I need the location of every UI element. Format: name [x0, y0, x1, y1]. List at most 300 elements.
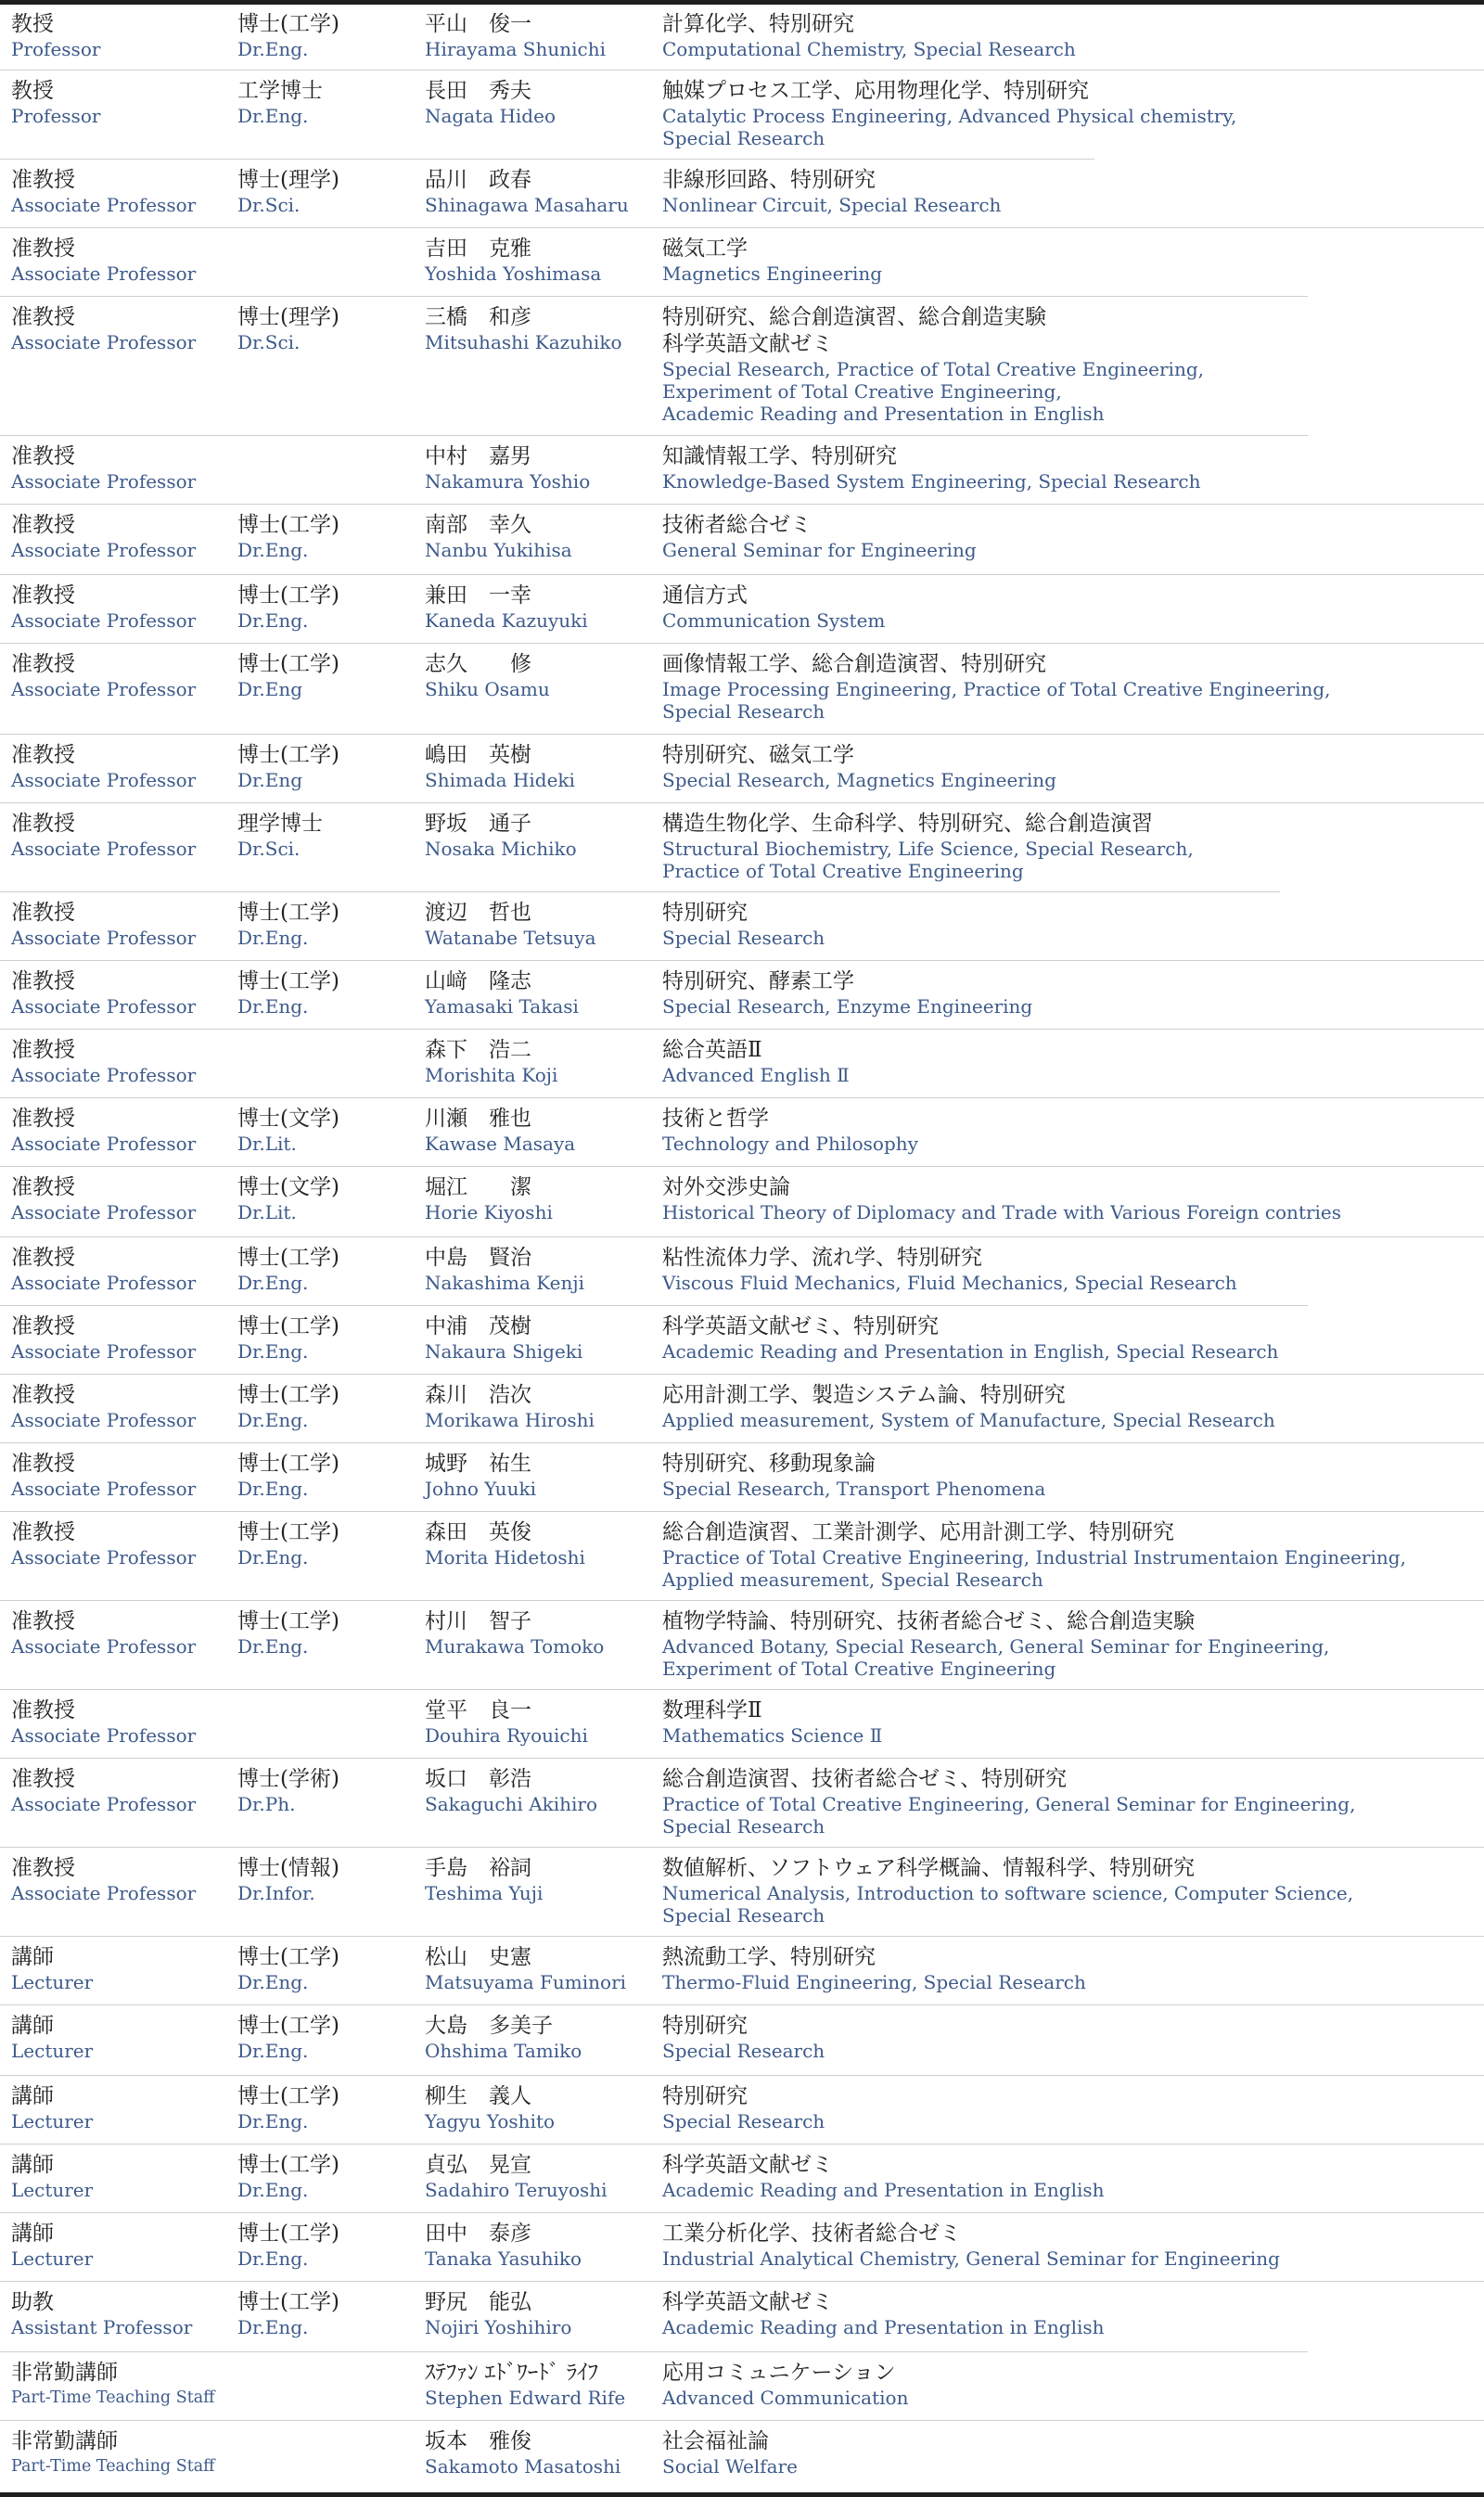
- subjects-en: Numerical Analysis, Introduction to software science, Computer Science,: [662, 1882, 1354, 1904]
- name-cell: [425, 2013, 582, 2062]
- name-ja: 野尻 能弘: [425, 2290, 531, 2314]
- degree-cell: [237, 1855, 339, 1904]
- subjects-ja: 植物学特論、特別研究、技術者総合ゼミ、総合創造実験: [662, 1609, 1196, 1633]
- subjects-en: Structural Biochemistry, Life Science, Special Research,: [662, 838, 1194, 860]
- subjects-en: Viscous Fluid Mechanics, Fluid Mechanics, Special Research: [662, 1272, 1237, 1294]
- title-ja: 准教授: [11, 652, 75, 676]
- name-en: Stephen Edward Rife: [425, 2387, 626, 2409]
- subjects-en: Applied measurement, Special Research: [662, 1569, 1043, 1591]
- name-ja: 南部 幸久: [425, 513, 531, 537]
- subjects-en: Applied measurement, System of Manufacture, Special Research: [662, 1409, 1275, 1431]
- subjects-en: Special Research: [662, 1815, 825, 1838]
- subjects-cell: [662, 2013, 1471, 2062]
- title-cell: [11, 651, 196, 700]
- faculty-row: [0, 961, 1484, 1030]
- name-ja: 堀江 潔: [425, 1175, 531, 1199]
- name-cell: [425, 2083, 555, 2132]
- degree-en: Dr.Ph.: [237, 1793, 296, 1815]
- degree-ja: 工学博士: [237, 79, 323, 103]
- degree-ja: 博士(情報): [237, 1856, 339, 1880]
- title-ja: 准教授: [11, 1107, 75, 1131]
- name-en: Teshima Yuji: [425, 1882, 544, 1904]
- name-cell: [425, 1382, 595, 1431]
- subjects-cell: [662, 11, 1471, 60]
- name-cell: [425, 443, 590, 493]
- subjects-cell: [662, 1451, 1471, 1500]
- name-ja: 中島 賢治: [425, 1246, 531, 1270]
- subjects-cell: [662, 742, 1471, 791]
- name-cell: [425, 2152, 608, 2201]
- subjects-cell: [662, 1608, 1471, 1680]
- title-cell: [11, 1766, 196, 1815]
- subjects-cell: [662, 236, 1471, 285]
- subjects-cell: [662, 811, 1471, 882]
- name-en: Shiku Osamu: [425, 678, 550, 700]
- subjects-en: Nonlinear Circuit, Special Research: [662, 194, 1002, 216]
- title-cell: [11, 742, 196, 791]
- degree-cell: [237, 1245, 339, 1294]
- degree-ja: 博士(工学): [237, 1383, 339, 1407]
- name-ja: ｽﾃﾌｧﾝ ｴﾄﾞﾜｰﾄﾞ ﾗｲﾌ: [425, 2361, 599, 2385]
- name-cell: [425, 1608, 604, 1658]
- subjects-en: Experiment of Total Creative Engineering,: [662, 380, 1062, 403]
- title-cell: [11, 811, 196, 860]
- subjects-cell: [662, 2428, 1471, 2478]
- title-en: Associate Professor: [11, 1201, 197, 1223]
- subjects-en: Academic Reading and Presentation in English, Special Research: [662, 1340, 1279, 1363]
- subjects-en: Industrial Analytical Chemistry, General Seminar for Engineering: [662, 2247, 1280, 2270]
- subjects-en: Magnetics Engineering: [662, 263, 883, 285]
- name-cell: [425, 1519, 585, 1569]
- subjects-cell: [662, 2083, 1471, 2132]
- title-ja: 教授: [11, 79, 54, 103]
- faculty-row: [0, 228, 1484, 297]
- subjects-ja: 応用計測工学、製造システム論、特別研究: [662, 1383, 1066, 1407]
- subjects-cell: [662, 512, 1471, 561]
- title-cell: [11, 1451, 196, 1500]
- subjects-en: Social Welfare: [662, 2455, 798, 2478]
- subjects-ja: 総合創造演習、工業計測学、応用計測工学、特別研究: [662, 1520, 1174, 1544]
- faculty-row: [0, 1237, 1484, 1306]
- subjects-ja: 特別研究、磁気工学: [662, 743, 854, 767]
- name-ja: 松山 史憲: [425, 1945, 531, 1969]
- title-en: Professor: [11, 105, 101, 127]
- name-cell: [425, 512, 572, 561]
- degree-ja: 博士(工学): [237, 2084, 339, 2108]
- subjects-ja: 技術者総合ゼミ: [662, 513, 812, 537]
- subjects-ja: 数値解析、ソフトウェア科学概論、情報科学、特別研究: [662, 1856, 1196, 1880]
- degree-en: Dr.Eng.: [237, 1340, 309, 1363]
- subjects-en: Special Research, Enzyme Engineering: [662, 995, 1033, 1018]
- subjects-en: General Seminar for Engineering: [662, 539, 977, 561]
- degree-en: Dr.Eng: [237, 769, 303, 791]
- faculty-row: [0, 1030, 1484, 1098]
- title-en: Professor: [11, 38, 101, 60]
- title-ja: 准教授: [11, 305, 75, 329]
- name-ja: 品川 政春: [425, 168, 531, 192]
- title-ja: 准教授: [11, 1520, 75, 1544]
- subjects-en: Technology and Philosophy: [662, 1133, 918, 1155]
- title-ja: 准教授: [11, 969, 75, 993]
- name-ja: 田中 泰彦: [425, 2222, 531, 2246]
- name-en: Kawase Masaya: [425, 1133, 576, 1155]
- subjects-cell: [662, 1174, 1471, 1223]
- subjects-ja: 科学英語文献ゼミ、特別研究: [662, 1314, 940, 1338]
- title-en: Associate Professor: [11, 1133, 197, 1155]
- title-en: Associate Professor: [11, 1546, 197, 1569]
- subjects-ja: 科学英語文献ゼミ: [662, 2290, 833, 2314]
- degree-ja: 博士(文学): [237, 1175, 339, 1199]
- degree-cell: [237, 900, 339, 949]
- title-ja: 准教授: [11, 743, 75, 767]
- faculty-row: [0, 2282, 1484, 2352]
- name-ja: 坂口 彰浩: [425, 1767, 531, 1791]
- name-ja: 堂平 良一: [425, 1698, 531, 1722]
- title-ja: 講師: [11, 1945, 54, 1969]
- name-en: Kaneda Kazuyuki: [425, 609, 588, 632]
- degree-en: Dr.Eng.: [237, 38, 309, 60]
- subjects-en: Knowledge-Based System Engineering, Special Research: [662, 470, 1201, 493]
- faculty-row: [0, 1375, 1484, 1443]
- faculty-row: [0, 1759, 1484, 1848]
- degree-ja: 博士(工学): [237, 2290, 339, 2314]
- faculty-row: [0, 735, 1484, 803]
- degree-cell: [237, 304, 339, 353]
- degree-ja: 博士(工学): [237, 12, 339, 36]
- degree-en: Dr.Eng.: [237, 609, 309, 632]
- degree-cell: [237, 1766, 339, 1815]
- faculty-row: [0, 1306, 1484, 1375]
- degree-cell: [237, 651, 339, 700]
- title-ja: 准教授: [11, 513, 75, 537]
- name-en: Ohshima Tamiko: [425, 2040, 582, 2062]
- degree-en: Dr.Eng.: [237, 105, 309, 127]
- subjects-en: Advanced English Ⅱ: [662, 1064, 850, 1086]
- degree-ja: 博士(工学): [237, 2222, 339, 2246]
- subjects-cell: [662, 968, 1471, 1018]
- subjects-ja: 構造生物化学、生命科学、特別研究、総合創造演習: [662, 812, 1153, 836]
- faculty-row: [0, 297, 1484, 436]
- title-ja: 准教授: [11, 1856, 75, 1880]
- degree-cell: [237, 2221, 339, 2270]
- title-cell: [11, 2360, 215, 2409]
- name-ja: 山﨑 隆志: [425, 969, 531, 993]
- name-en: Shimada Hideki: [425, 769, 575, 791]
- title-en: Lecturer: [11, 2110, 94, 2132]
- title-en: Associate Professor: [11, 1635, 197, 1658]
- bottom-border: [0, 2492, 1484, 2497]
- subjects-cell: [662, 2360, 1471, 2409]
- degree-en: Dr.Eng: [237, 678, 303, 700]
- title-ja: 准教授: [11, 444, 75, 468]
- title-en: Part-Time Teaching Staff: [11, 2388, 215, 2407]
- title-cell: [11, 2428, 215, 2478]
- degree-en: Dr.Eng.: [237, 2316, 309, 2338]
- name-cell: [425, 1106, 575, 1155]
- degree-en: Dr.Eng.: [237, 1478, 309, 1500]
- degree-cell: [237, 1519, 339, 1569]
- subjects-ja: 特別研究、総合創造演習、総合創造実験 科学英語文献ゼミ: [662, 305, 1046, 356]
- degree-cell: [237, 1174, 339, 1223]
- title-ja: 准教授: [11, 1609, 75, 1633]
- title-ja: 非常勤講師: [11, 2361, 118, 2385]
- name-en: Nosaka Michiko: [425, 838, 577, 860]
- subjects-ja: 粘性流体力学、流れ学、特別研究: [662, 1246, 982, 1270]
- title-ja: 准教授: [11, 1698, 75, 1722]
- name-ja: 吉田 克雅: [425, 237, 531, 261]
- name-ja: 大島 多美子: [425, 2014, 553, 2038]
- degree-cell: [237, 1451, 339, 1500]
- degree-en: Dr.Eng.: [237, 995, 309, 1018]
- name-en: Sakamoto Masatoshi: [425, 2455, 621, 2478]
- faculty-row: [0, 2352, 1484, 2421]
- name-ja: 森川 浩次: [425, 1383, 531, 1407]
- title-cell: [11, 1313, 196, 1363]
- subjects-en: Computational Chemistry, Special Research: [662, 38, 1076, 60]
- subjects-en: Thermo-Fluid Engineering, Special Research: [662, 1971, 1086, 1993]
- name-en: Nagata Hideo: [425, 105, 556, 127]
- degree-en: Dr.Eng.: [237, 2247, 309, 2270]
- degree-en: Dr.Eng.: [237, 1546, 309, 1569]
- subjects-cell: [662, 1106, 1471, 1155]
- name-cell: [425, 1174, 553, 1223]
- subjects-cell: [662, 1519, 1471, 1591]
- degree-en: Dr.Eng.: [237, 1409, 309, 1431]
- subjects-cell: [662, 1766, 1471, 1838]
- name-cell: [425, 2289, 571, 2338]
- subjects-cell: [662, 651, 1471, 723]
- degree-ja: 博士(工学): [237, 583, 339, 608]
- title-en: Associate Professor: [11, 927, 197, 949]
- title-ja: 非常勤講師: [11, 2429, 118, 2453]
- faculty-row: [0, 2213, 1484, 2282]
- degree-ja: 博士(理学): [237, 305, 339, 329]
- subjects-en: Advanced Botany, Special Research, General Seminar for Engineering,: [662, 1635, 1330, 1658]
- name-ja: 中村 嘉男: [425, 444, 531, 468]
- subjects-en: Special Research, Magnetics Engineering: [662, 769, 1056, 791]
- title-en: Lecturer: [11, 2179, 94, 2201]
- name-en: Hirayama Shunichi: [425, 38, 607, 60]
- subjects-ja: 社会福祉論: [662, 2429, 769, 2453]
- subjects-cell: [662, 1697, 1471, 1747]
- title-cell: [11, 1608, 196, 1658]
- title-cell: [11, 1245, 196, 1294]
- title-cell: [11, 11, 100, 60]
- subjects-ja: 総合英語Ⅱ: [662, 1038, 762, 1062]
- title-ja: 准教授: [11, 583, 75, 608]
- subjects-en: Special Research: [662, 927, 825, 949]
- name-en: Morishita Koji: [425, 1064, 558, 1086]
- degree-cell: [237, 1313, 339, 1363]
- degree-ja: 博士(工学): [237, 1246, 339, 1270]
- degree-ja: 博士(工学): [237, 2014, 339, 2038]
- title-cell: [11, 2221, 93, 2270]
- subjects-cell: [662, 78, 1471, 149]
- degree-en: Dr.Eng.: [237, 2110, 309, 2132]
- subjects-cell: [662, 1382, 1471, 1431]
- subjects-cell: [662, 2289, 1471, 2338]
- subjects-en: Special Research, Transport Phenomena: [662, 1478, 1046, 1500]
- degree-cell: [237, 583, 339, 632]
- title-cell: [11, 78, 100, 127]
- faculty-row: [0, 892, 1484, 961]
- subjects-ja: 画像情報工学、総合創造演習、特別研究: [662, 652, 1046, 676]
- subjects-cell: [662, 1313, 1471, 1363]
- degree-cell: [237, 11, 339, 60]
- subjects-en: Academic Reading and Presentation in English: [662, 403, 1105, 425]
- title-cell: [11, 1382, 196, 1431]
- degree-en: Dr.Eng.: [237, 1971, 309, 1993]
- name-en: Douhira Ryouichi: [425, 1724, 588, 1747]
- degree-cell: [237, 811, 323, 860]
- title-en: Associate Professor: [11, 1724, 197, 1747]
- degree-ja: 博士(理学): [237, 168, 339, 192]
- degree-ja: 博士(工学): [237, 1452, 339, 1476]
- title-en: Associate Professor: [11, 1340, 197, 1363]
- subjects-ja: 数理科学Ⅱ: [662, 1698, 762, 1722]
- title-en: Associate Professor: [11, 1272, 197, 1294]
- title-en: Associate Professor: [11, 1478, 197, 1500]
- title-cell: [11, 1855, 196, 1904]
- name-en: Sadahiro Teruyoshi: [425, 2179, 608, 2201]
- name-en: Horie Kiyoshi: [425, 1201, 553, 1223]
- title-ja: 准教授: [11, 237, 75, 261]
- title-cell: [11, 443, 196, 493]
- title-en: Associate Professor: [11, 769, 197, 791]
- title-en: Lecturer: [11, 2040, 94, 2062]
- subjects-en: Special Research: [662, 2040, 825, 2062]
- subjects-ja: 特別研究: [662, 2014, 748, 2038]
- subjects-ja: 特別研究、移動現象論: [662, 1452, 876, 1476]
- degree-cell: [237, 167, 339, 216]
- name-en: Yoshida Yoshimasa: [425, 263, 602, 285]
- name-cell: [425, 1855, 543, 1904]
- name-en: Morita Hidetoshi: [425, 1546, 585, 1569]
- subjects-en: Special Research: [662, 700, 825, 723]
- title-ja: 准教授: [11, 901, 75, 925]
- faculty-row: [0, 1098, 1484, 1167]
- name-cell: [425, 2428, 620, 2478]
- subjects-cell: [662, 167, 1471, 216]
- subjects-en: Mathematics Science Ⅱ: [662, 1724, 883, 1747]
- name-en: Morikawa Hiroshi: [425, 1409, 595, 1431]
- degree-ja: 博士(工学): [237, 1314, 339, 1338]
- subjects-en: Image Processing Engineering, Practice of Total Creative Engineering,: [662, 678, 1331, 700]
- title-cell: [11, 2152, 93, 2201]
- subjects-en: Academic Reading and Presentation in English: [662, 2316, 1105, 2338]
- degree-ja: 博士(文学): [237, 1107, 339, 1131]
- name-ja: 長田 秀夫: [425, 79, 531, 103]
- faculty-row: [0, 505, 1484, 575]
- faculty-row: [0, 2005, 1484, 2076]
- subjects-en: Catalytic Process Engineering, Advanced Physical chemistry,: [662, 105, 1237, 127]
- name-cell: [425, 1313, 582, 1363]
- name-cell: [425, 1451, 536, 1500]
- degree-cell: [237, 968, 339, 1018]
- name-en: Matsuyama Fuminori: [425, 1971, 627, 1993]
- title-cell: [11, 2083, 93, 2132]
- subjects-en: Academic Reading and Presentation in English: [662, 2179, 1105, 2201]
- name-ja: 村川 智子: [425, 1609, 531, 1633]
- title-en: Associate Professor: [11, 1793, 197, 1815]
- subjects-ja: 対外交渉史論: [662, 1175, 790, 1199]
- subjects-en: Communication System: [662, 609, 886, 632]
- degree-cell: [237, 1608, 339, 1658]
- degree-ja: 理学博士: [237, 812, 323, 836]
- name-cell: [425, 78, 556, 127]
- degree-ja: 博士(工学): [237, 1520, 339, 1544]
- subjects-cell: [662, 900, 1471, 949]
- name-ja: 川瀬 雅也: [425, 1107, 531, 1131]
- title-ja: 講師: [11, 2084, 54, 2108]
- title-cell: [11, 968, 196, 1018]
- faculty-row: [0, 1848, 1484, 1937]
- degree-en: Dr.Eng.: [237, 2040, 309, 2062]
- name-cell: [425, 1037, 557, 1086]
- subjects-en: Practice of Total Creative Engineering, General Seminar for Engineering,: [662, 1793, 1356, 1815]
- degree-en: Dr.Eng.: [237, 1635, 309, 1658]
- subjects-cell: [662, 2152, 1471, 2201]
- name-cell: [425, 900, 596, 949]
- faculty-row: [0, 1443, 1484, 1512]
- subjects-ja: 応用コミュニケーション: [662, 2361, 896, 2385]
- subjects-en: Special Research: [662, 2110, 825, 2132]
- name-cell: [425, 968, 579, 1018]
- degree-en: Dr.Eng.: [237, 927, 309, 949]
- title-cell: [11, 1944, 93, 1993]
- subjects-cell: [662, 1855, 1471, 1927]
- faculty-row: [0, 644, 1484, 735]
- degree-cell: [237, 742, 339, 791]
- title-en: Associate Professor: [11, 194, 197, 216]
- degree-cell: [237, 512, 339, 561]
- name-ja: 志久 修: [425, 652, 531, 676]
- name-en: Watanabe Tetsuya: [425, 927, 596, 949]
- subjects-cell: [662, 1245, 1471, 1294]
- subjects-ja: 磁気工学: [662, 237, 748, 261]
- faculty-row: [0, 2076, 1484, 2145]
- name-en: Murakawa Tomoko: [425, 1635, 605, 1658]
- subjects-cell: [662, 443, 1471, 493]
- degree-en: Dr.Sci.: [237, 194, 301, 216]
- name-ja: 嶋田 英樹: [425, 743, 531, 767]
- degree-cell: [237, 1106, 339, 1155]
- degree-cell: [237, 2013, 339, 2062]
- subjects-en: Experiment of Total Creative Engineering: [662, 1658, 1056, 1680]
- subjects-en: Practice of Total Creative Engineering: [662, 860, 1024, 882]
- name-en: Yagyu Yoshito: [425, 2110, 556, 2132]
- subjects-en: Special Research, Practice of Total Creative Engineering,: [662, 358, 1204, 380]
- title-cell: [11, 1697, 196, 1747]
- subjects-ja: 通信方式: [662, 583, 748, 608]
- subjects-cell: [662, 304, 1471, 425]
- title-ja: 准教授: [11, 1038, 75, 1062]
- name-cell: [425, 2221, 582, 2270]
- name-ja: 渡辺 哲也: [425, 901, 531, 925]
- title-en: Associate Professor: [11, 1409, 197, 1431]
- subjects-cell: [662, 1944, 1471, 1993]
- subjects-ja: 非線形回路、特別研究: [662, 168, 876, 192]
- degree-en: Dr.Eng.: [237, 1272, 309, 1294]
- degree-ja: 博士(工学): [237, 1609, 339, 1633]
- degree-cell: [237, 2289, 339, 2338]
- subjects-cell: [662, 583, 1471, 632]
- title-cell: [11, 2013, 93, 2062]
- name-en: Yamasaki Takasi: [425, 995, 579, 1018]
- name-cell: [425, 583, 588, 632]
- title-ja: 講師: [11, 2014, 54, 2038]
- name-ja: 城野 祐生: [425, 1452, 531, 1476]
